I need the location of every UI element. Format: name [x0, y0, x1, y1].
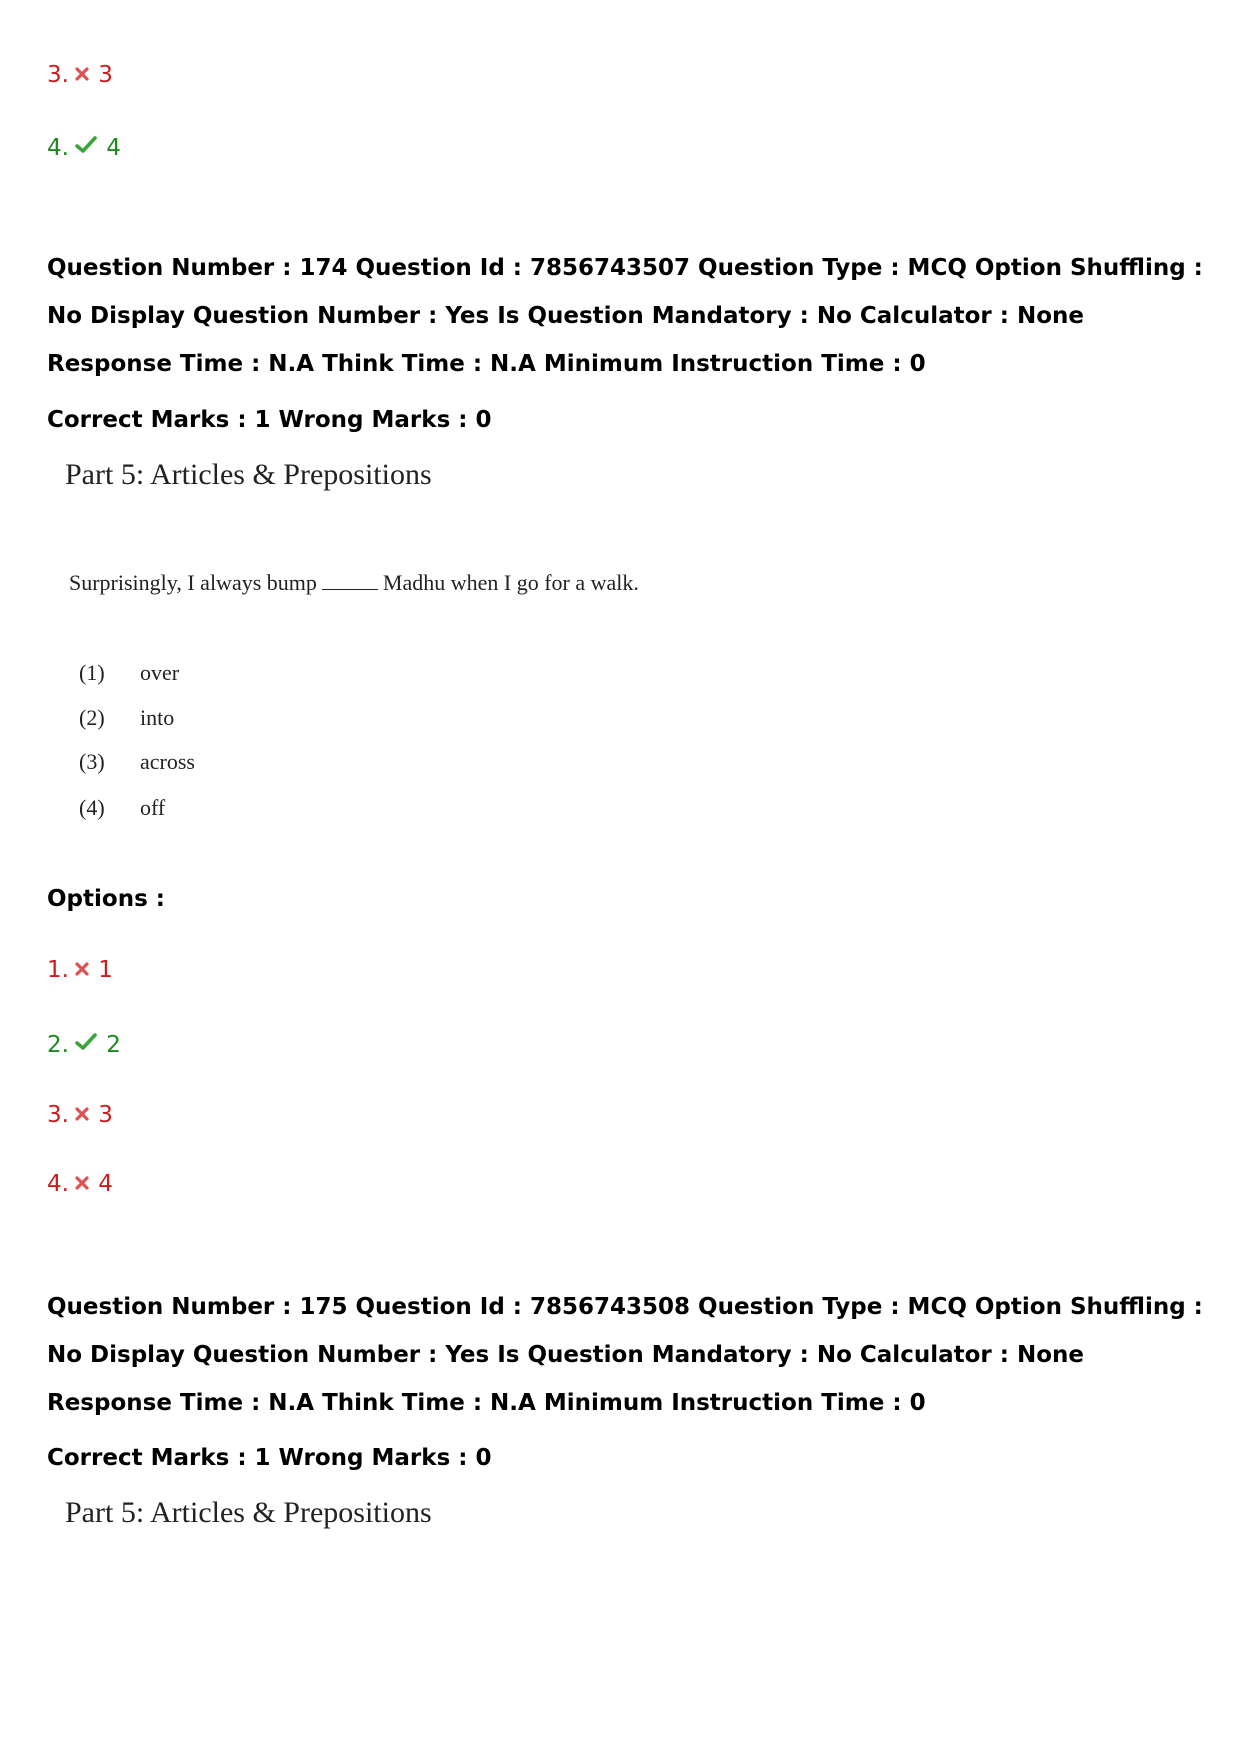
option-value: 4	[98, 1171, 113, 1197]
question-175-part-title: Part 5: Articles & Prepositions	[65, 1496, 432, 1529]
question-text-after: Madhu when I go for a walk.	[382, 570, 639, 595]
q174-option-3	[47, 1100, 113, 1131]
option-value: 3	[98, 62, 113, 88]
choice-text: over	[140, 660, 180, 685]
choice-number: (2)	[79, 705, 105, 730]
option-number: 2.	[47, 1032, 69, 1058]
question-174-choice-3	[79, 749, 195, 775]
option-value: 2	[106, 1032, 121, 1058]
option-value: 3	[98, 1102, 113, 1128]
option-number: 3.	[47, 1102, 69, 1128]
question-175-marks: Correct Marks : 1 Wrong Marks : 0	[47, 1445, 492, 1471]
choice-text: into	[140, 705, 175, 730]
q174-option-2	[47, 1030, 121, 1061]
option-value: 1	[98, 957, 113, 983]
top-option-4	[47, 133, 121, 164]
question-174-text	[69, 570, 639, 596]
question-text-before: Surprisingly, I always bump	[69, 570, 317, 595]
q174-option-1	[47, 955, 113, 986]
question-174-choice-1	[79, 660, 179, 686]
options-label: Options :	[47, 886, 165, 912]
check-icon	[75, 1029, 97, 1059]
cross-icon	[75, 1168, 89, 1198]
top-option-3	[47, 60, 113, 91]
question-174-choice-4	[79, 795, 165, 821]
question-175-meta: Question Number : 175 Question Id : 7856743508 Question Type : MCQ Option Shuffling : No Display Question Number : Yes Is Question Mandatory : No Calculator : None Response Time : N.A Think Time : N.A Minimum Instruction Time : 0	[47, 1294, 1203, 1416]
question-174-choice-2	[79, 705, 174, 731]
choice-number: (1)	[79, 660, 105, 685]
choice-number: (4)	[79, 795, 105, 820]
choice-text: across	[140, 749, 195, 774]
question-174-meta: Question Number : 174 Question Id : 7856743507 Question Type : MCQ Option Shuffling : No Display Question Number : Yes Is Question Mandatory : No Calculator : None Response Time : N.A Think Time : N.A Minimum Instruction Time : 0	[47, 255, 1203, 377]
choice-text: off	[140, 795, 166, 820]
cross-icon	[75, 954, 89, 984]
option-value: 4	[106, 135, 121, 161]
option-number: 4.	[47, 1171, 69, 1197]
question-174-marks: Correct Marks : 1 Wrong Marks : 0	[47, 407, 492, 433]
answer-blank	[322, 571, 378, 590]
option-number: 4.	[47, 135, 69, 161]
cross-icon	[75, 1099, 89, 1129]
check-icon	[75, 132, 97, 162]
cross-icon	[75, 59, 89, 89]
option-number: 3.	[47, 62, 69, 88]
option-number: 1.	[47, 957, 69, 983]
question-174-part-title: Part 5: Articles & Prepositions	[65, 458, 432, 491]
q174-option-4	[47, 1169, 113, 1200]
choice-number: (3)	[79, 749, 105, 774]
